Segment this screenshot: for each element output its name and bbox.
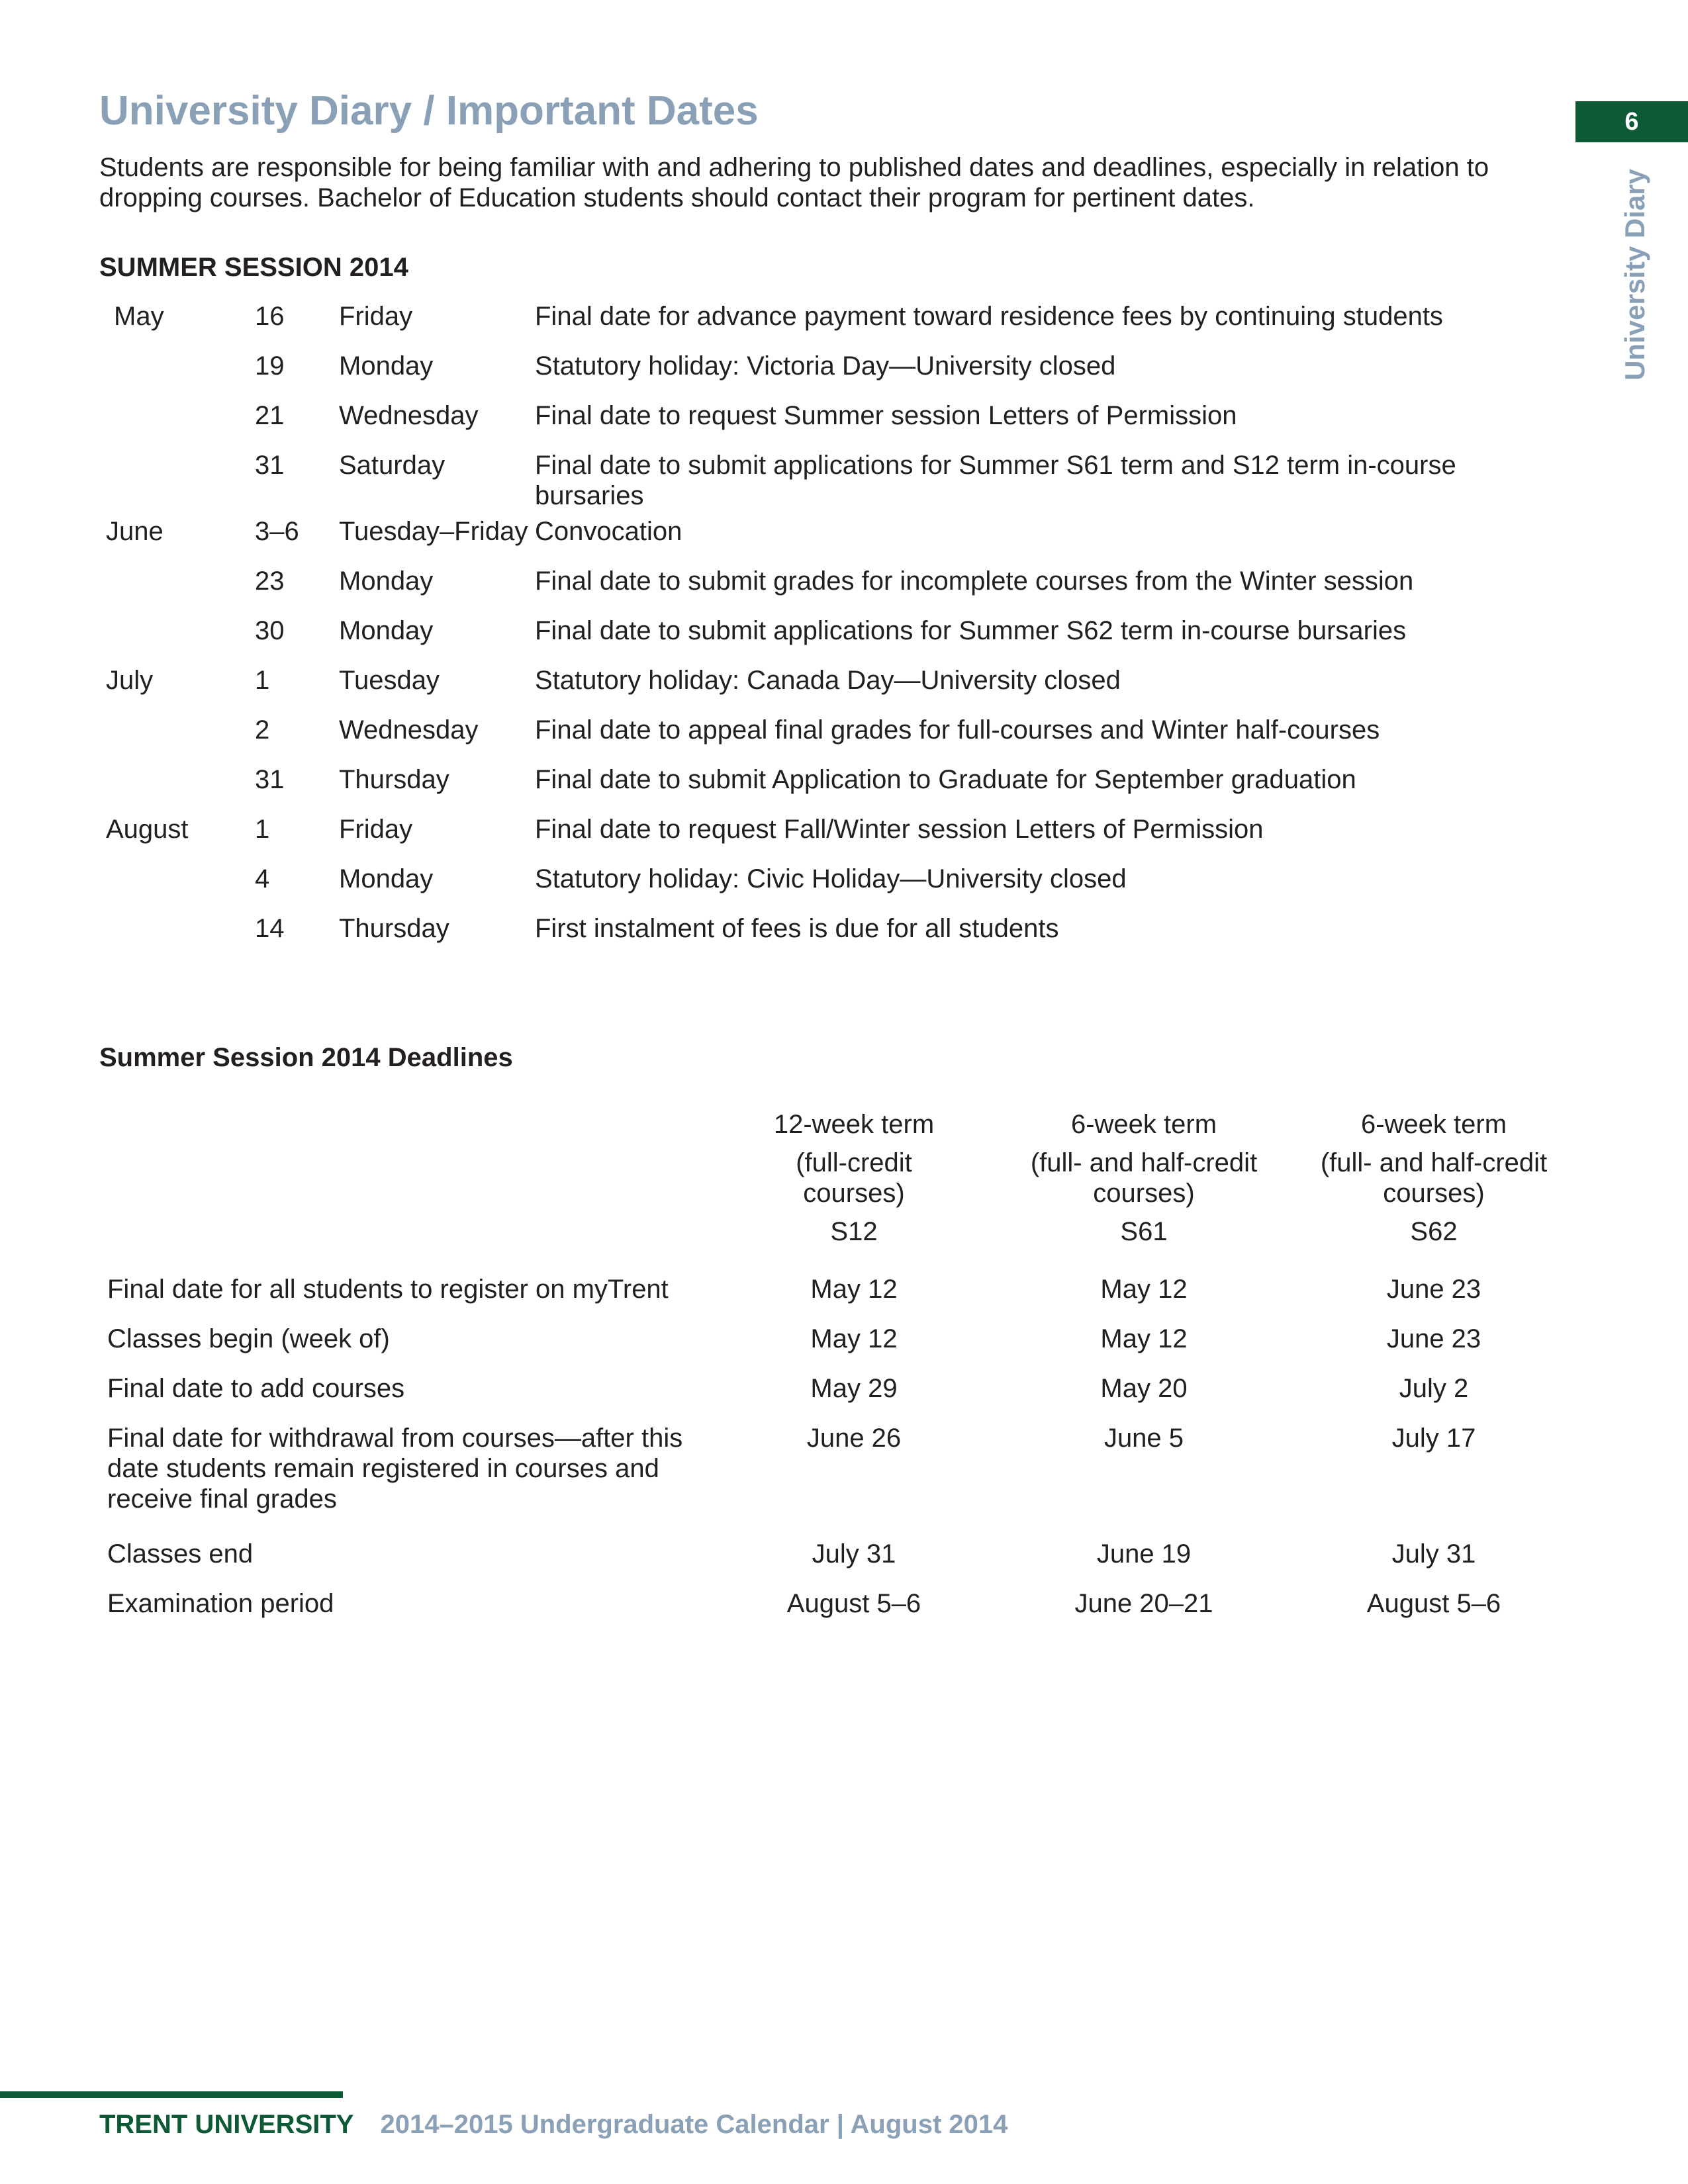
page-title: University Diary / Important Dates [99,88,759,134]
column-term: 6-week term [1360,1110,1507,1139]
diary-weekday: Monday [339,616,434,645]
diary-month: June [106,517,164,546]
diary-weekday: Friday [339,815,413,844]
deadline-label: Classes end [107,1539,254,1569]
column-header-s61 [998,1109,1289,1247]
diary-day: 1 [255,815,270,844]
deadline-value-s62: July 31 [1391,1539,1476,1569]
diary-description: Final date to request Summer session Letters of Permission [535,401,1237,430]
footer-rule [0,2091,343,2098]
diary-day: 19 [255,351,285,381]
diary-weekday: Monday [339,567,434,596]
diary-weekday: Thursday [339,914,449,943]
diary-weekday: Friday [339,302,413,331]
diary-weekday: Wednesday [339,715,479,745]
column-description: (full-credit courses) [796,1148,912,1208]
column-term: 6-week term [1070,1110,1217,1139]
deadline-label: Final date to add courses [107,1374,405,1403]
diary-description: Convocation [535,517,682,546]
deadlines-heading: Summer Session 2014 Deadlines [99,1043,513,1072]
footer-calendar: 2014–2015 Undergraduate Calendar | August 2014 [380,2110,1008,2139]
diary-description: Final date to submit Application to Graduate for September graduation [535,765,1356,794]
diary-day: 31 [255,451,285,480]
diary-day: 21 [255,401,285,430]
deadline-label: Classes begin (week of) [107,1324,390,1353]
diary-day: 1 [255,666,270,695]
diary-description: Statutory holiday: Canada Day—University closed [535,666,1121,695]
diary-day: 23 [255,567,285,596]
deadline-value-s62: June 23 [1386,1324,1481,1353]
diary-day: 30 [255,616,285,645]
diary-day: 16 [255,302,285,331]
diary-description: Final date to appeal final grades for full-courses and Winter half-courses [535,715,1380,745]
column-header-s62 [1288,1109,1579,1247]
deadline-label: Final date for all students to register on myTrent [107,1275,669,1304]
diary-description: Final date to submit applications for Summer S61 term and S12 term in-course bursaries [535,451,1456,510]
page-number: 6 [1575,101,1688,142]
deadline-value-s12: August 5–6 [786,1589,921,1618]
deadline-value-s61: May 12 [1100,1324,1188,1353]
deadline-value-s12: July 31 [812,1539,896,1569]
column-code: S61 [1120,1217,1168,1246]
diary-day: 31 [255,765,285,794]
deadline-value-s12: May 12 [810,1324,898,1353]
deadline-value-s61: June 20–21 [1074,1589,1213,1618]
side-section-label [1615,169,1655,381]
summer-session-heading: SUMMER SESSION 2014 [99,253,408,282]
diary-description: Final date for advance payment toward residence fees by continuing students [535,302,1443,331]
column-header-s12 [708,1109,1000,1247]
deadline-value-s62: August 5–6 [1366,1589,1501,1618]
diary-description: Final date to submit applications for Summer S62 term in-course bursaries [535,616,1407,645]
deadline-value-s61: June 5 [1103,1424,1184,1453]
deadline-value-s61: May 12 [1100,1275,1188,1304]
column-code: S62 [1410,1217,1458,1246]
side-section-label-text: University Diary [1619,169,1651,381]
diary-weekday: Monday [339,864,434,893]
diary-month: July [106,666,154,695]
diary-description: Statutory holiday: Civic Holiday—University closed [535,864,1127,893]
footer-university: TRENT UNIVERSITY [99,2110,354,2139]
diary-weekday: Thursday [339,765,449,794]
diary-month: August [106,815,189,844]
diary-description: Final date to request Fall/Winter session Letters of Permission [535,815,1264,844]
deadline-value-s12: May 29 [810,1374,898,1403]
deadline-value-s61: May 20 [1100,1374,1188,1403]
column-code: S12 [830,1217,878,1246]
diary-description: Statutory holiday: Victoria Day—University closed [535,351,1116,381]
deadline-label: Final date for withdrawal from courses—after this date students remain registered in courses and receive final grades [107,1424,683,1514]
deadline-value-s12: June 26 [806,1424,902,1453]
deadline-value-s12: May 12 [810,1275,898,1304]
intro-paragraph: Students are responsible for being familiar with and adhering to published dates and deadlines, especially in relation to dropping courses. Bachelor of Education students should contact their program for pertinent dates. [99,153,1489,212]
diary-day: 3–6 [255,517,299,546]
page-footer [99,2110,1008,2140]
deadline-value-s62: July 2 [1399,1374,1469,1403]
diary-day: 2 [255,715,270,745]
diary-day: 14 [255,914,285,943]
diary-weekday: Saturday [339,451,445,480]
deadline-value-s62: July 17 [1391,1424,1476,1453]
column-term: 12-week term [773,1110,935,1139]
diary-description: Final date to submit grades for incomplete courses from the Winter session [535,567,1414,596]
diary-weekday: Monday [339,351,434,381]
diary-month: May [114,302,164,331]
deadline-value-s61: June 19 [1096,1539,1192,1569]
diary-weekday: Wednesday [339,401,479,430]
diary-weekday: Tuesday [339,666,440,695]
diary-weekday: Tuesday–Friday [339,517,528,546]
column-description: (full- and half-credit courses) [1030,1148,1258,1208]
deadline-value-s62: June 23 [1386,1275,1481,1304]
diary-description: First instalment of fees is due for all students [535,914,1059,943]
column-description: (full- and half-credit courses) [1320,1148,1548,1208]
deadline-label: Examination period [107,1589,334,1618]
diary-day: 4 [255,864,270,893]
